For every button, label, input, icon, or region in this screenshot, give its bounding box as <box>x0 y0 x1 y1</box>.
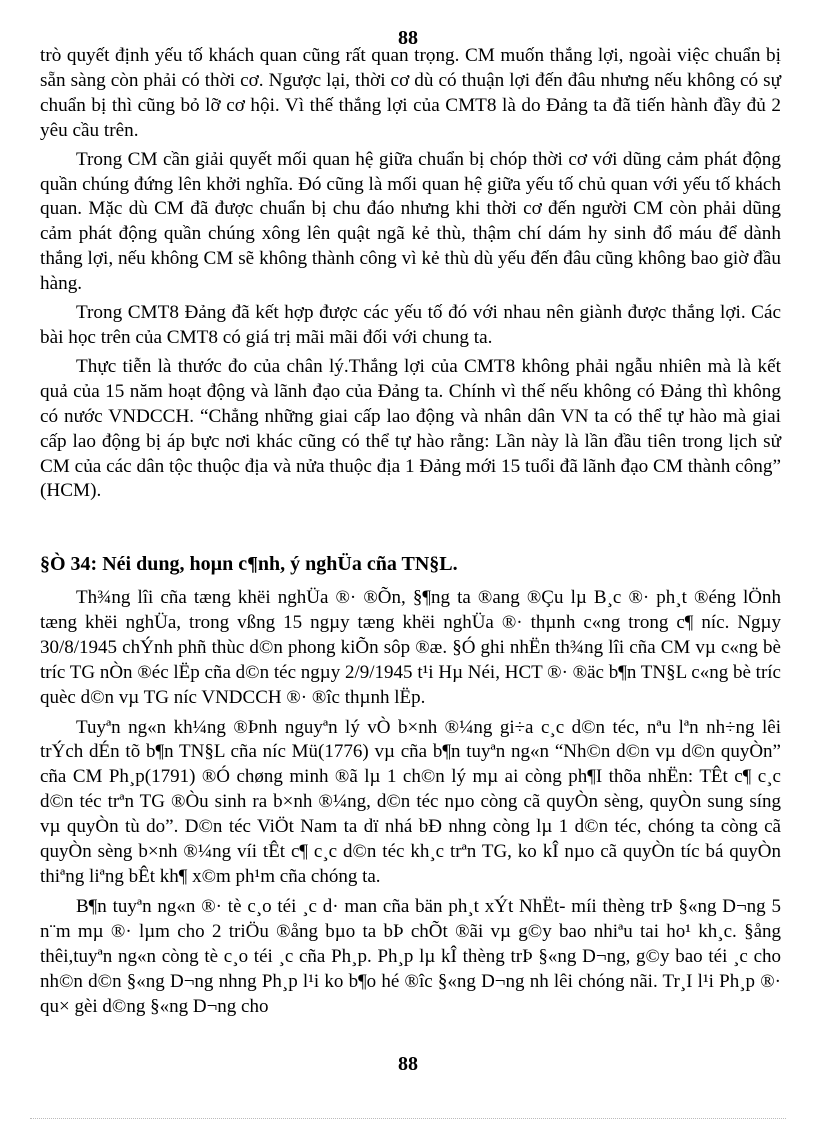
paragraph: trò quyết định yếu tố khách quan cũng rất quan trọng. CM muốn thắng lợi, ngoài việc chuẩn bị sẵn sàng còn phải có thời cơ. Ngược lại, thời cơ dù có thuận lợi đến đâu nhưng nếu không có sự chuẩn bị thì cũng bỏ lỡ cơ hội. Vì thế thắng lợi của CMT8 là do Đảng ta đã tiến hành đầy đủ 2 yêu cầu trên. <box>40 45 781 141</box>
page-number-bottom: 88 <box>398 1053 418 1075</box>
paragraph: Tuyªn ng«n kh¼ng ®Þnh nguyªn lý vÒ b×nh ®¼ng gi÷a c¸c d©n téc, nªu lªn nh÷ng lêi trÝch dÉn tõ b¶n TN§L cña níc Mü(1776) vµ cña b¶n tuyªn ng«n “Nh©n d©n vµ d©n quyÒn” cña CM Ph¸p(1791) ®Ó chøng minh ®ã lµ 1 ch©n lý mµ ai còng ph¶I thõa nhËn: TÊt c¶ c¸c d©n téc trªn TG ®Òu sinh ra b×nh ®¼ng, d©n téc nµo còng cã quyÒn sèng, quyÒn sung síng vµ quyÒn tù do”. D©n téc ViÖt Nam ta dï nhá bÐ nhng còng lµ 1 d©n téc, chóng ta còng cã quyÒn sèng b×nh ®¼ng víi tÊt c¶ c¸c d©n téc kh¸c trªn TG, ko kÎ nµo cã quyÒn tíc bá quyÒn thiªng liªng bÊt kh¶ x©m ph¹m cña chóng ta. <box>40 716 781 887</box>
paragraph: Trong CM cần giải quyết mối quan hệ giữa chuẩn bị chóp thời cơ với dũng cảm phát động quần chúng đứng lên khởi nghĩa. Đó cũng là mối quan hệ giữa yếu tố chủ quan với yếu tố khách quan. Mặc dù CM đã được chuẩn bị chu đáo nhưng khi thời cơ đến người CM còn phải dũng cảm phát động quần chúng xông lên quật ngã kẻ thù, thậm chí dám hy sinh đổ máu để dành thắng lợi, nếu không CM sẽ không thành công vì kẻ thù dù yếu đến đâu cũng không bao giờ đầu hàng. <box>40 148 781 295</box>
paragraph: Th¾ng lîi cña tæng khëi nghÜa ®· ®Õn, §¶ng ta ®ang ®Çu lµ B¸c ®· ph¸t ®éng lÖnh tæng khëi nghÜa, trong vßng 15 ngµy tæng khëi nghÜa ®· thµnh c«ng trong c¶ níc. Ngµy 30/8/1945 chÝnh phñ thùc d©n phong kiÕn sôp ®æ. §Ó ghi nhËn th¾ng lîi cña CM vµ c«ng bè tríc TG nÒn ®éc lËp cña d©n téc ngµy 2/9/1945 t¹i Hµ Néi, HCT ®· ®äc b¶n TN§L c«ng bè tríc quèc d©n vµ TG níc VNDCCH ®· ®îc thµnh lËp. <box>40 587 781 708</box>
page-bottom-divider <box>30 1118 786 1119</box>
paragraph: Thực tiễn là thước đo của chân lý.Thắng lợi của CMT8 không phải ngẫu nhiên mà là kết quả của 15 năm hoạt động và lãnh đạo của Đảng ta. Chính vì thế nếu không có Đảng thì không có nước VNDCCH. “Chẳng những giai cấp lao động và nhân dân VN ta có thể tự hào mà giai cấp lao động bị áp bực nơi khác cũng có thể tự hào rằng: Lần này là lần đầu tiên trong lịch sử CM của các dân tộc thuộc địa và nửa thuộc địa 1 Đảng mới 15 tuổi đã lãnh đạo CM thành công” (HCM). <box>40 355 781 502</box>
paragraph: B¶n tuyªn ng«n ®· tè c¸o téi ¸c d· man cña bän ph¸t xÝt NhËt- míi thèng trÞ §«ng D¬ng 5 n¨m mµ ®· lµm cho 2 triÖu ®ång bµo ta bÞ chÕt ®ãi vµ g©y bao nhiªu tai ho¹ kh¸c. §ång thêi,tuyªn ng«n còng tè c¸o téi ¸c cña Ph¸p. Ph¸p lµ kÎ thèng trÞ §«ng D¬ng, g©y bao téi ¸c cho nh©n d©n §«ng D¬ng nhng Ph¸p l¹i ko b¶o hé ®îc §«ng D¬ng nh lêi chóng nãi. Tr¸I l¹i Ph¸p ®· qu× gèi d©ng §«ng D¬ng cho <box>40 895 781 1017</box>
section-1-body <box>40 44 781 504</box>
section-heading: §Ò 34: Néi dung, hoµn c¶nh, ý nghÜa cña TN§L. <box>40 553 458 575</box>
paragraph: Trong CMT8 Đảng đã kết hợp được các yếu tố đó với nhau nên giành được thắng lợi. Các bài học trên của CMT8 có giá trị mãi mãi đối với chung ta. <box>40 302 781 348</box>
page-number-top: 88 <box>398 27 418 49</box>
section-2-body <box>40 586 781 1019</box>
